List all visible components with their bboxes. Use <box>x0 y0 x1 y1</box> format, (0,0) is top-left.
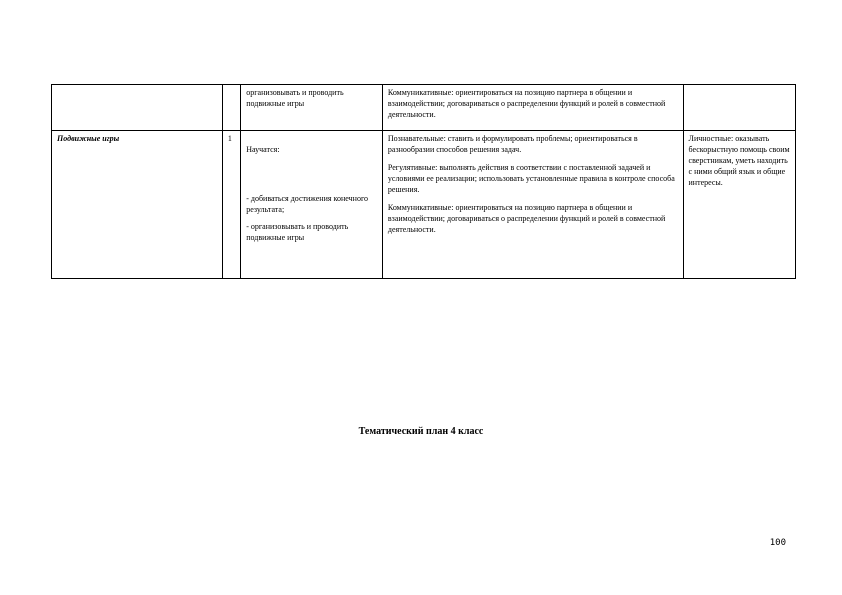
personal-results-cell <box>683 85 795 131</box>
meta-results-cell <box>382 131 683 279</box>
subject-result-text: организовывать и проводить подвижные игры <box>246 88 344 108</box>
table-row <box>52 131 796 279</box>
hours-cell <box>222 85 240 131</box>
page-number: 100 <box>769 538 786 548</box>
communicative-text: Коммуникативные: ориентироваться на позицию партнера в общении и взаимодействии; договариваться о распределении функций и ролей в совместной деятельности. <box>387 203 666 234</box>
cognitive-text: Познавательные: ставить и формулировать проблемы; ориентироваться в разнообразии способов решения задач. <box>387 134 638 154</box>
lesson-plan-table <box>51 84 796 279</box>
regulatory-text: Регулятивные: выполнять действия в соответствии с поставленной задачей и условиями ее реализации; использовать установленные правила в контроле способа решения. <box>387 163 675 194</box>
subject-result-item: - добиваться достижения конечного результата; <box>246 194 369 214</box>
personal-result-text: Личностные: оказывать бескорыстную помощь своим сверстникам, уметь находить с ними общий язык и общие интересы. <box>688 134 790 187</box>
subject-results-cell <box>241 85 383 131</box>
topic-cell <box>52 85 223 131</box>
communicative-text: Коммуникативные: ориентироваться на позицию партнера в общении и взаимодействии; договариваться о распределении функций и ролей в совместной деятельности. <box>387 88 666 119</box>
meta-results-cell <box>382 85 683 131</box>
personal-results-cell <box>683 131 795 279</box>
topic-cell: Подвижные игры <box>52 131 223 279</box>
subject-results-cell <box>241 131 383 279</box>
section-title: Тематический план 4 класс <box>358 426 484 437</box>
hours-cell: 1 <box>222 131 240 279</box>
table-row <box>52 85 796 131</box>
subject-result-item: - организовывать и проводить подвижные игры <box>246 222 349 242</box>
learn-intro: Научатся: <box>246 145 280 154</box>
